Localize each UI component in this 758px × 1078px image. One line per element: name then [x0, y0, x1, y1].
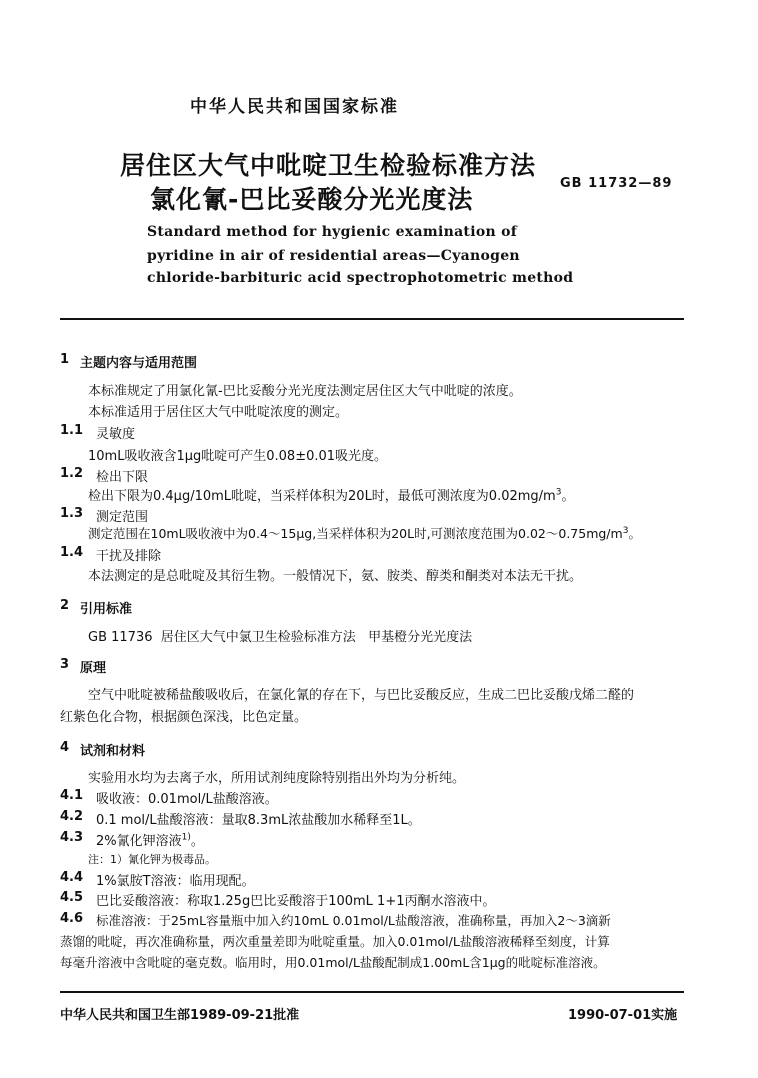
section-3-para-line1: 空气中吡啶被稀盐酸吸收后，在氯化氰的存在下，与巴比妥酸反应，生成二巴比妥酸戊烯二醛的 — [88, 688, 635, 703]
section-4-intro: 实验用水均为去离子水，所用试剂纯度除特别指出外均为分析纯。 — [88, 771, 466, 786]
section-2-number: 2 — [60, 598, 70, 613]
section-1-3-title: 测定范围 — [96, 510, 149, 525]
section-1-para-1: 本标准规定了用氯化氰-巴比妥酸分光光度法测定居住区大气中吡啶的浓度。 — [88, 384, 522, 399]
footer-issuer: 中华人民共和国卫生部1989-09-21批准 — [60, 1008, 300, 1023]
item-4-5-number: 4.5 — [60, 890, 84, 905]
item-4-6-line2: 蒸馏的吡啶，再次准确称量，两次重量差即为吡啶重量。加入0.01mol/L盐酸溶液稀释至刻度，计算 — [60, 934, 610, 949]
item-4-3-text-end: 。 — [190, 834, 204, 849]
section-1-3-text-main: 测定范围在10mL吸收液中为0.4～15μg,当采样体积为20L时,可测浓度范围为0.02～0.75mg/m — [88, 526, 623, 541]
section-2-reference: GB 11736 居住区大气中氯卫生检验标准方法 甲基橙分光光度法 — [88, 630, 473, 645]
section-1-4-title: 干扰及排除 — [96, 549, 162, 564]
item-4-3-note: 注：1）氰化钾为极毒品。 — [88, 853, 216, 866]
item-4-1-number: 4.1 — [60, 788, 84, 803]
section-4-number: 4 — [60, 740, 70, 755]
item-4-6-number: 4.6 — [60, 911, 84, 926]
section-1-2-superscript: 3 — [555, 487, 562, 498]
item-4-4-number: 4.4 — [60, 870, 84, 885]
title-en-line3: chloride-barbituric acid spectrophotometric method — [147, 270, 574, 286]
item-4-2-number: 4.2 — [60, 809, 84, 824]
item-4-6-line3: 每毫升溶液中含吡啶的毫克数。临用时，用0.01mol/L盐酸配制成1.00mL含1μg的吡啶标准溶液。 — [60, 955, 606, 970]
section-4-title: 试剂和材料 — [80, 744, 146, 759]
section-3-number: 3 — [60, 657, 70, 672]
section-1-title: 主题内容与适用范围 — [80, 356, 198, 371]
section-2-title: 引用标准 — [80, 602, 133, 617]
item-4-6-line1: 标准溶液：于25mL容量瓶中加入约10mL 0.01mol/L盐酸溶液，准确称量，再加入2～3滴新 — [96, 913, 611, 928]
section-1-3-superscript: 3 — [622, 525, 629, 536]
section-3-para-line2: 红紫色化合物，根据颜色深浅，比色定量。 — [60, 710, 308, 725]
footer-divider — [60, 991, 684, 993]
section-1-3-text — [88, 524, 641, 542]
section-1-4-text: 本法测定的是总吡啶及其衍生物。一般情况下，氨、胺类、醇类和酮类对本法无干扰。 — [88, 569, 583, 584]
header-divider — [60, 318, 684, 320]
section-1-3-text-end: 。 — [628, 526, 641, 541]
item-4-4-text: 1%氯胺T溶液：临用现配。 — [96, 874, 255, 889]
section-1-1-text: 10mL吸收液含1μg吡啶可产生0.08±0.01吸光度。 — [88, 449, 388, 464]
section-1-2-number: 1.2 — [60, 466, 84, 481]
section-1-2-text-end: 。 — [561, 489, 575, 504]
item-4-1-text: 吸收液：0.01mol/L盐酸溶液。 — [96, 792, 278, 807]
section-1-4-number: 1.4 — [60, 545, 84, 560]
footer-effective-date: 1990-07-01实施 — [568, 1008, 678, 1023]
section-1-3-number: 1.3 — [60, 506, 84, 521]
item-4-3-number: 4.3 — [60, 830, 84, 845]
title-en-line2: pyridine in air of residential areas—Cyanogen — [147, 248, 520, 264]
section-1-para-2: 本标准适用于居住区大气中吡啶浓度的测定。 — [88, 405, 349, 420]
item-4-3-text-main: 2%氰化钾溶液 — [96, 834, 182, 849]
item-4-2-text: 0.1 mol/L盐酸溶液：量取8.3mL浓盐酸加水稀释至1L。 — [96, 813, 421, 828]
section-1-2-text — [88, 485, 574, 504]
section-1-number: 1 — [60, 352, 70, 367]
item-4-3-footnote-ref: 1) — [181, 832, 191, 843]
standard-code: GB 11732—89 — [560, 176, 673, 191]
section-1-2-title: 检出下限 — [96, 470, 149, 485]
title-cn-line2: 氯化氰-巴比妥酸分光光度法 — [150, 185, 474, 214]
section-1-1-number: 1.1 — [60, 423, 84, 438]
item-4-5-text: 巴比妥酸溶液：称取1.25g巴比妥酸溶于100mL 1+1丙酮水溶液中。 — [96, 894, 496, 909]
section-1-1-title: 灵敏度 — [96, 427, 136, 442]
title-cn-line1: 居住区大气中吡啶卫生检验标准方法 — [120, 151, 537, 180]
item-4-3-text — [96, 830, 204, 849]
title-en-line1: Standard method for hygienic examination of — [147, 224, 518, 240]
section-1-2-text-main: 检出下限为0.4μg/10mL吡啶，当采样体积为20L时，最低可测浓度为0.02mg/m — [88, 489, 556, 504]
national-standard-label: 中华人民共和国国家标准 — [190, 97, 399, 117]
section-3-title: 原理 — [80, 661, 107, 676]
